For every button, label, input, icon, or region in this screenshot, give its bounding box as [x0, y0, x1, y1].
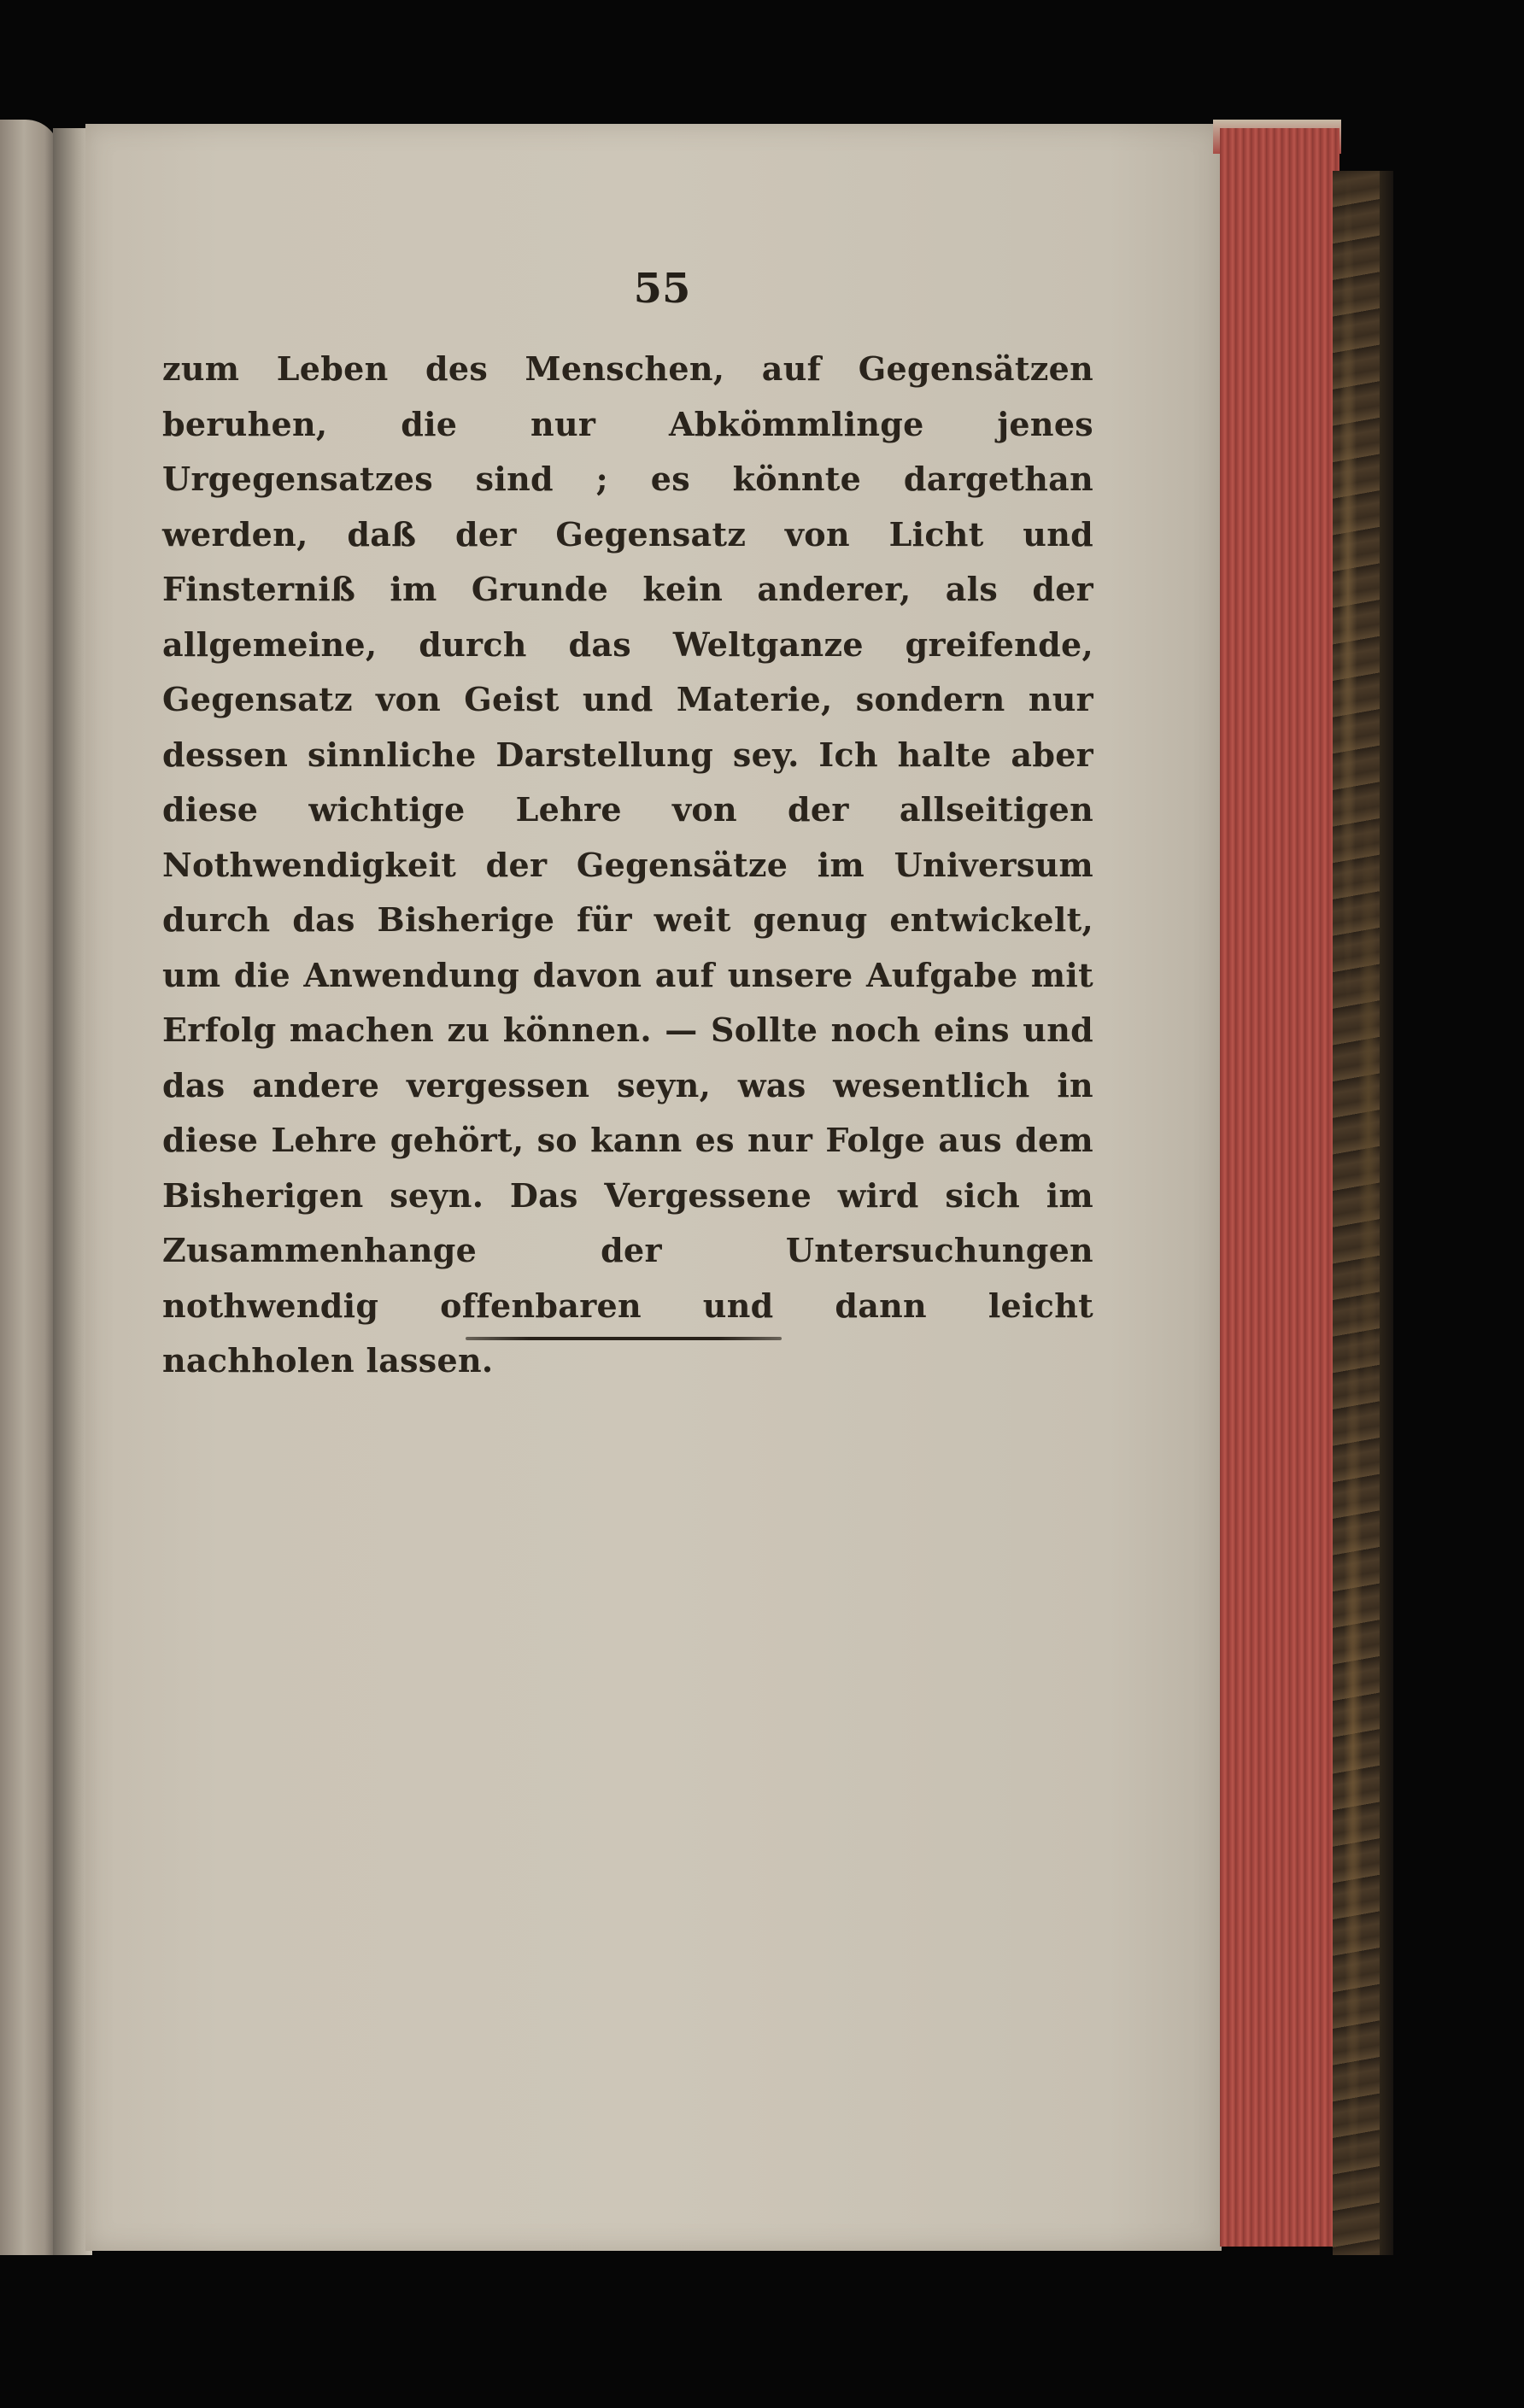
page-body-text	[162, 342, 1093, 1389]
marbled-cover	[1333, 171, 1384, 2255]
section-end-rule	[466, 1337, 782, 1340]
red-page-edges	[1220, 128, 1339, 2247]
cover-spine-edge	[1380, 171, 1393, 2255]
book-page	[85, 124, 1222, 2251]
previous-page-edge	[0, 120, 60, 2255]
paragraph: zum Leben des Menschen, auf Gegensätzen beruhen, die nur Abkömmlinge jenes Urgegensatzes sind ; es könnte dargethan werden, daß der Gegensatz von Licht und Finsterniß im Grunde kein anderer, als der allgemeine, durch das Weltganze greifende, Gegensatz von Geist und Materie, sondern nur dessen sinnliche Darstellung sey. Ich halte aber diese wichtige Lehre von der allseitigen Nothwendigkeit der Gegensätze im Universum durch das Bisherige für weit genug entwickelt, um die Anwendung davon auf unsere Aufgabe mit Erfolg machen zu können. — Sollte noch eins und das andere vergessen seyn, was wesentlich in diese Lehre gehört, so kann es nur Folge aus dem Bisherigen seyn. Das Vergessene wird sich im Zusammenhange der Untersuchungen nothwendig offenbaren und dann leicht nachholen lassen.	[162, 349, 1093, 1380]
page-number: 55	[633, 265, 691, 313]
